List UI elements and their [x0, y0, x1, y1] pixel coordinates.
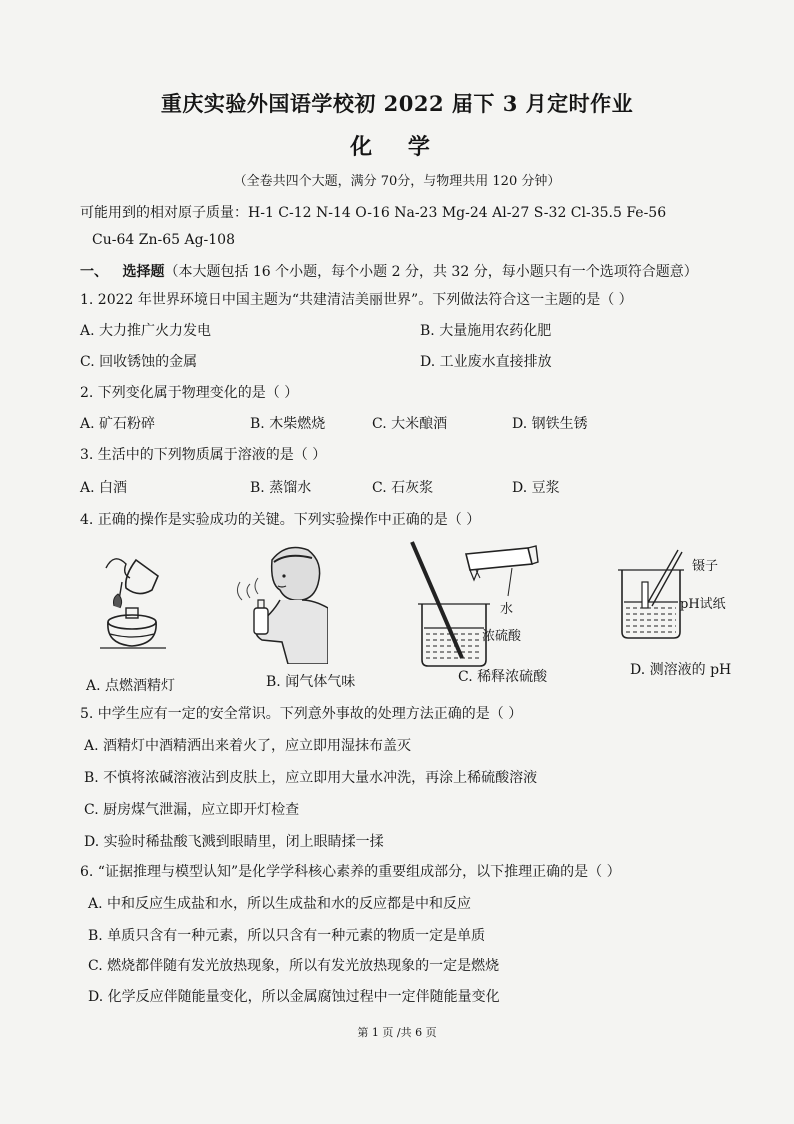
figure-c-label-acid: 浓硫酸 [482, 629, 522, 644]
q6-option-a: A. 中和反应生成盐和水，所以生成盐和水的反应都是中和反应 [88, 896, 472, 912]
q1-option-c: C. 回收锈蚀的金属 [80, 354, 198, 370]
q2-stem: 2. 下列变化属于物理变化的是（ ） [80, 385, 299, 401]
q3-option-b: B. 蒸馏水 [250, 480, 312, 496]
q4-option-a: A. 点燃酒精灯 [86, 678, 176, 694]
q4-option-b: B. 闻气体气味 [266, 674, 356, 690]
q4-option-c: C. 稀释浓硫酸 [458, 669, 548, 685]
exam-title: 重庆实验外国语学校初 2022 届下 3 月定时作业 [160, 91, 634, 116]
q1-option-d: D. 工业废水直接排放 [420, 354, 552, 370]
q5-option-a: A. 酒精灯中酒精洒出来着火了，应立即用湿抹布盖灭 [84, 738, 412, 754]
q6-option-c: C. 燃烧都伴随有发光放热现象，所以有发光放热现象的一定是燃烧 [88, 958, 500, 974]
q4-stem: 4. 正确的操作是实验成功的关键。下列实验操作中正确的是（ ） [80, 512, 481, 528]
figure-a-alcohol-lamp [96, 548, 186, 660]
q4-option-d: D. 测溶液的 pH [630, 662, 732, 678]
figure-d-label-ph-paper: pH试纸 [680, 597, 726, 612]
q1-stem: 1. 2022 年世界环境日中国主题为“共建清洁美丽世界”。下列做法符合这一主题的是（ ） [80, 292, 633, 308]
q2-option-b: B. 木柴燃烧 [250, 416, 326, 432]
section-name: 选择题 [122, 264, 165, 280]
q5-option-d: D. 实验时稀盐酸飞溅到眼睛里，闭上眼睛揉一揉 [84, 834, 384, 850]
section-heading [80, 261, 698, 281]
exam-note: （全卷共四个大题，满分 70分，与物理共用 120 分钟） [233, 174, 561, 189]
section-desc: （本大题包括 16 个小题，每个小题 2 分，共 32 分，每小题只有一个选项符合题意） [164, 264, 698, 280]
q2-option-c: C. 大米酿酒 [372, 416, 448, 432]
q2-option-d: D. 钢铁生锈 [512, 416, 588, 432]
figure-b-smelling-gas [228, 538, 328, 664]
q5-option-c: C. 厨房煤气泄漏，应立即开灯检查 [84, 802, 300, 818]
q5-option-b: B. 不慎将浓碱溶液沾到皮肤上，应立即用大量水冲洗，再涂上稀硫酸溶液 [84, 770, 538, 786]
q3-option-a: A. 白酒 [80, 480, 128, 496]
figure-c-diluting-acid [408, 540, 558, 670]
q6-stem: 6. “证据推理与模型认知”是化学学科核心素养的重要组成部分，以下推理正确的是（ ） [80, 864, 621, 880]
q6-option-b: B. 单质只含有一种元素，所以只含有一种元素的物质一定是单质 [88, 928, 486, 944]
q2-option-a: A. 矿石粉碎 [80, 416, 156, 432]
atomic-masses-line-2: Cu-64 Zn-65 Ag-108 [92, 232, 235, 248]
figure-c-label-water: 水 [500, 602, 514, 617]
page-footer: 第 1 页 /共 6 页 [357, 1026, 437, 1039]
q3-option-c: C. 石灰浆 [372, 480, 434, 496]
q3-stem: 3. 生活中的下列物质属于溶液的是（ ） [80, 447, 327, 463]
q1-option-a: A. 大力推广火力发电 [80, 323, 212, 339]
subject-title: 化 学 [350, 134, 444, 160]
section-number: 一、 [80, 264, 108, 280]
atomic-masses-line-1: 可能用到的相对原子质量：H-1 C-12 N-14 O-16 Na-23 Mg-24 Al-27 S-32 Cl-35.5 Fe-56 [80, 205, 667, 221]
figure-d-label-tweezers: 镊子 [692, 559, 719, 574]
q1-option-b: B. 大量施用农药化肥 [420, 323, 552, 339]
q3-option-d: D. 豆浆 [512, 480, 560, 496]
q6-option-d: D. 化学反应伴随能量变化，所以金属腐蚀过程中一定伴随能量变化 [88, 989, 500, 1005]
q5-stem: 5. 中学生应有一定的安全常识。下列意外事故的处理方法正确的是（ ） [80, 706, 523, 722]
